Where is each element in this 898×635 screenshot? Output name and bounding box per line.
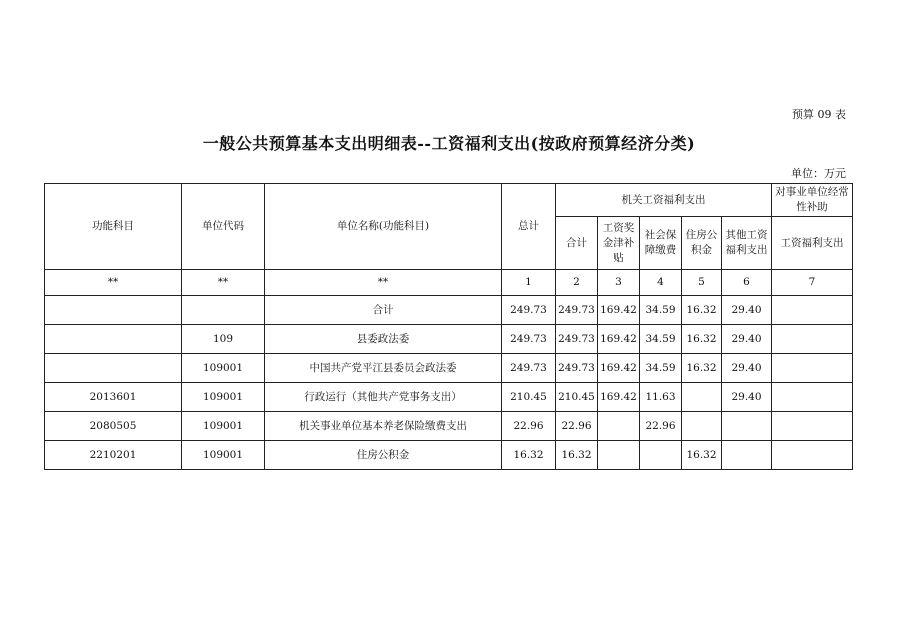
cell-other: 29.40	[722, 296, 772, 325]
header-other: 其他工资福利支出	[722, 217, 772, 270]
index-cell: **	[182, 270, 265, 296]
cell-social: 34.59	[640, 296, 682, 325]
cell-unit-code: 109001	[182, 441, 265, 470]
cell-sub-total: 249.73	[556, 325, 598, 354]
cell-housing: 16.32	[682, 296, 722, 325]
cell-unit-code: 109	[182, 325, 265, 354]
cell-sub-total: 249.73	[556, 354, 598, 383]
form-number: 预算 09 表	[792, 108, 846, 121]
header-sub-total: 合计	[556, 217, 598, 270]
header-total: 总计	[502, 184, 556, 270]
cell-total: 249.73	[502, 296, 556, 325]
cell-salary: 169.42	[598, 325, 640, 354]
cell-total: 16.32	[502, 441, 556, 470]
header-salary: 工资奖金津补贴	[598, 217, 640, 270]
table-row	[45, 383, 853, 412]
table-row	[45, 325, 853, 354]
cell-total: 22.96	[502, 412, 556, 441]
header-func-subject: 功能科目	[45, 184, 182, 270]
cell-salary: 169.42	[598, 354, 640, 383]
header-unit-code: 单位代码	[182, 184, 265, 270]
cell-social: 34.59	[640, 354, 682, 383]
table-row	[45, 441, 853, 470]
cell-sub-total: 249.73	[556, 296, 598, 325]
cell-other: 29.40	[722, 354, 772, 383]
cell-unit-name: 合计	[265, 296, 502, 325]
cell-func-subject	[45, 325, 182, 354]
cell-unit-name: 行政运行（其他共产党事务支出）	[265, 383, 502, 412]
page-title: 一般公共预算基本支出明细表--工资福利支出(按政府预算经济分类)	[202, 134, 696, 153]
header-subsidy-group: 对事业单位经常性补助	[772, 184, 853, 217]
cell-salary	[598, 412, 640, 441]
cell-housing: 16.32	[682, 325, 722, 354]
cell-func-subject	[45, 354, 182, 383]
cell-salary	[598, 441, 640, 470]
cell-subsidy	[772, 441, 853, 470]
cell-sub-total: 210.45	[556, 383, 598, 412]
header-subsidy-salary: 工资福利支出	[772, 217, 853, 270]
cell-func-subject: 2080505	[45, 412, 182, 441]
cell-sub-total: 16.32	[556, 441, 598, 470]
header-social: 社会保障缴费	[640, 217, 682, 270]
cell-sub-total: 22.96	[556, 412, 598, 441]
cell-social: 34.59	[640, 325, 682, 354]
header-housing: 住房公积金	[682, 217, 722, 270]
cell-other: 29.40	[722, 383, 772, 412]
index-cell: 3	[598, 270, 640, 296]
index-cell: 2	[556, 270, 598, 296]
cell-housing	[682, 412, 722, 441]
cell-unit-code: 109001	[182, 383, 265, 412]
index-cell: 4	[640, 270, 682, 296]
cell-salary: 169.42	[598, 296, 640, 325]
cell-salary: 169.42	[598, 383, 640, 412]
cell-func-subject	[45, 296, 182, 325]
cell-unit-code: 109001	[182, 354, 265, 383]
index-cell: **	[45, 270, 182, 296]
cell-housing	[682, 383, 722, 412]
cell-total: 249.73	[502, 354, 556, 383]
cell-subsidy	[772, 296, 853, 325]
cell-unit-name: 中国共产党平江县委员会政法委	[265, 354, 502, 383]
cell-func-subject: 2210201	[45, 441, 182, 470]
header-unit-name: 单位名称(功能科目)	[265, 184, 502, 270]
index-cell: 1	[502, 270, 556, 296]
cell-other	[722, 441, 772, 470]
cell-social	[640, 441, 682, 470]
cell-housing: 16.32	[682, 441, 722, 470]
table-row-total	[45, 296, 853, 325]
cell-other	[722, 412, 772, 441]
cell-total: 210.45	[502, 383, 556, 412]
cell-unit-name: 住房公积金	[265, 441, 502, 470]
cell-social: 11.63	[640, 383, 682, 412]
cell-housing: 16.32	[682, 354, 722, 383]
index-cell: 5	[682, 270, 722, 296]
cell-unit-name: 机关事业单位基本养老保险缴费支出	[265, 412, 502, 441]
cell-func-subject: 2013601	[45, 383, 182, 412]
cell-unit-code: 109001	[182, 412, 265, 441]
budget-table	[44, 183, 853, 470]
cell-unit-name: 县委政法委	[265, 325, 502, 354]
cell-total: 249.73	[502, 325, 556, 354]
cell-other: 29.40	[722, 325, 772, 354]
cell-unit-code	[182, 296, 265, 325]
cell-subsidy	[772, 325, 853, 354]
cell-social: 22.96	[640, 412, 682, 441]
table-row	[45, 412, 853, 441]
cell-subsidy	[772, 383, 853, 412]
cell-subsidy	[772, 412, 853, 441]
index-cell: 7	[772, 270, 853, 296]
header-agency-group: 机关工资福利支出	[556, 184, 772, 217]
index-row	[45, 270, 853, 296]
unit-label: 单位：万元	[791, 167, 846, 180]
index-cell: 6	[722, 270, 772, 296]
table-row	[45, 354, 853, 383]
cell-subsidy	[772, 354, 853, 383]
index-cell: **	[265, 270, 502, 296]
